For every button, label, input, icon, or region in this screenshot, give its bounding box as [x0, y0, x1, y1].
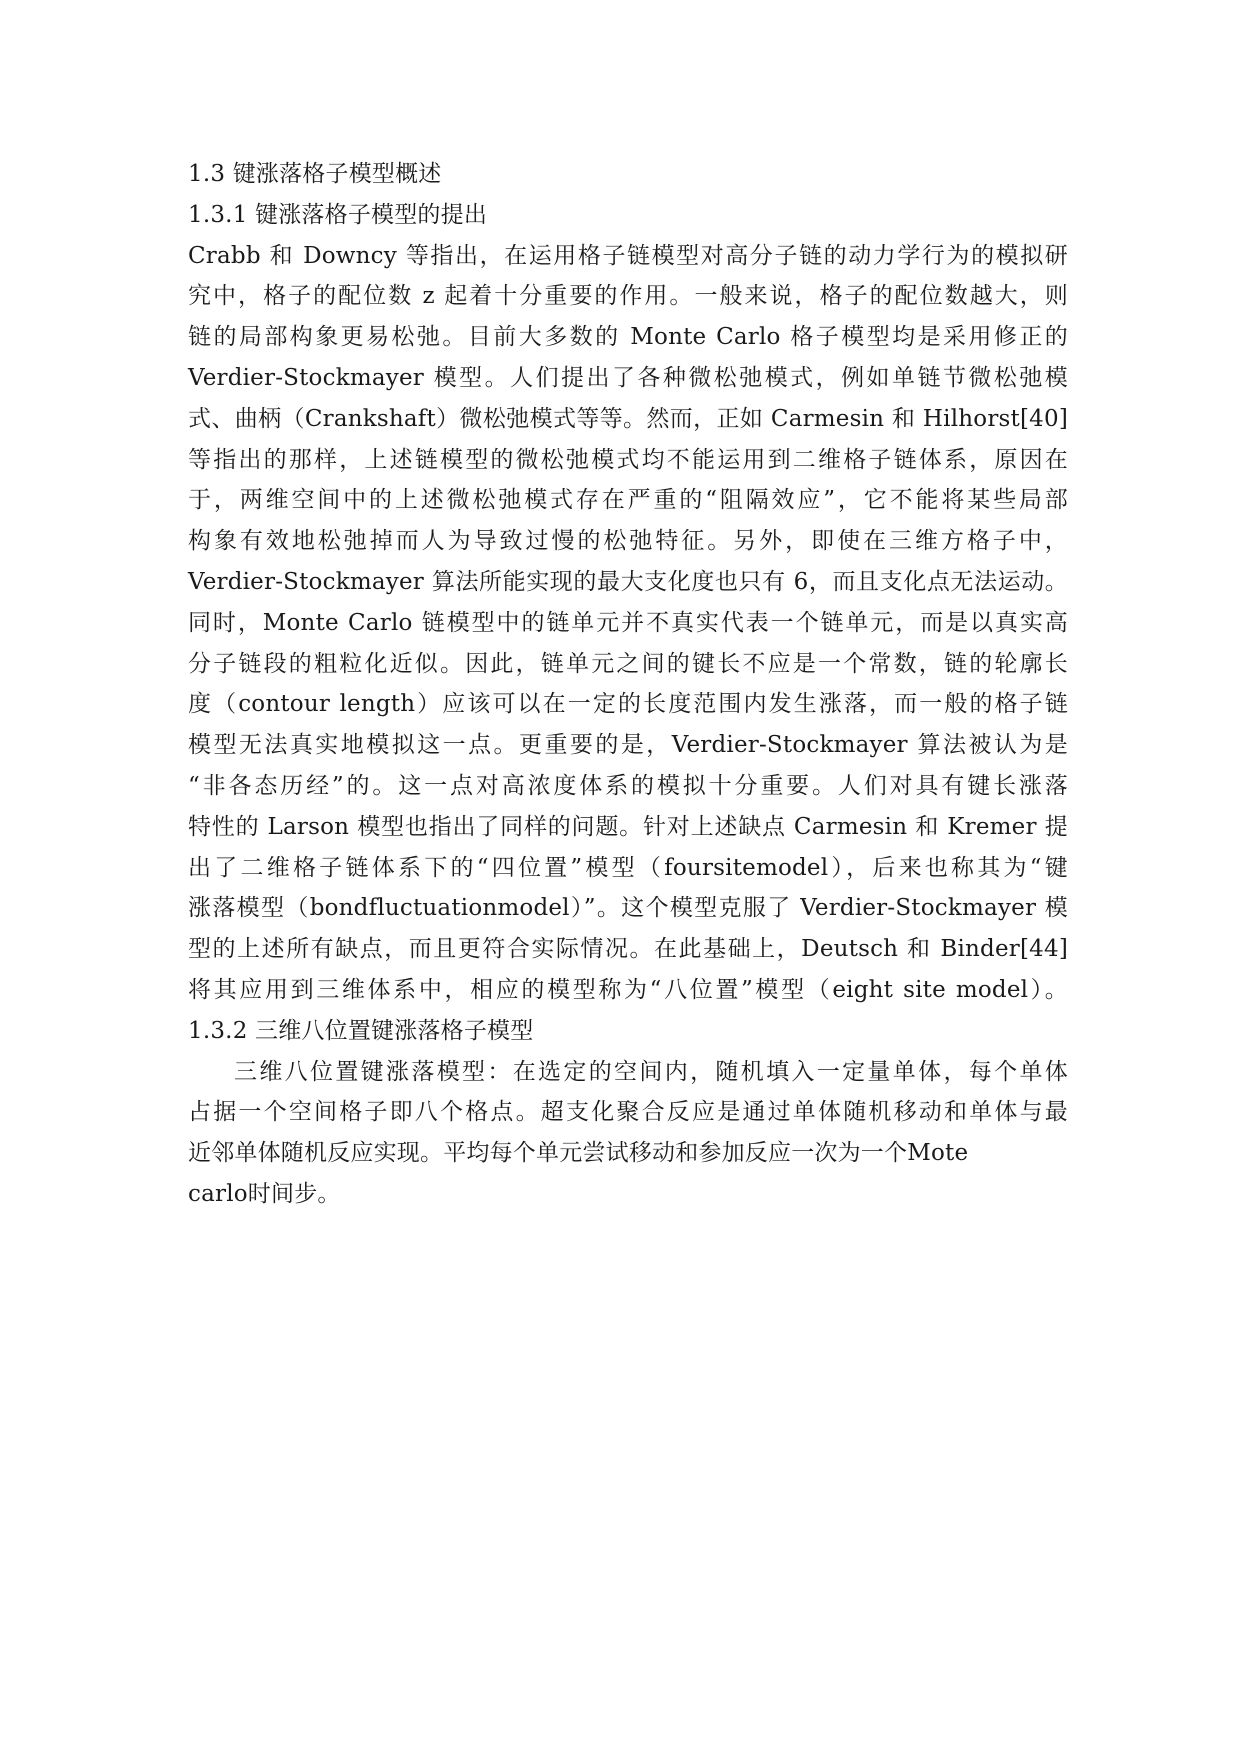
paragraph-line: Verdier-Stockmayer 模型。人们提出了各种微松弛模式，例如单链节微松弛模 [188, 364, 1068, 391]
paragraph-line: 模型无法真实地模拟这一点。更重要的是，Verdier-Stockmayer 算法被认为是 [188, 732, 1068, 759]
paragraph-line: 于，两维空间中的上述微松弛模式存在严重的“阻隔效应”，它不能将某些局部 [188, 487, 1068, 514]
paragraph-line: carlo时间步。 [188, 1180, 341, 1207]
paragraph-line: 究中，格子的配位数 z 起着十分重要的作用。一般来说，格子的配位数越大，则 [188, 283, 1068, 310]
paragraph-line: “非各态历经”的。这一点对高浓度体系的模拟十分重要。人们对具有键长涨落 [188, 772, 1068, 799]
subsection-heading-1: 1.3.1 键涨落格子模型的提出 [188, 201, 488, 228]
paragraph-line: 式、曲柄（Crankshaft）微松弛模式等等。然而，正如 Carmesin 和 Hilhorst[40] [188, 405, 1068, 432]
paragraph-line: 等指出的那样，上述链模型的微松弛模式均不能运用到二维格子链体系，原因在 [188, 446, 1068, 473]
paragraph-line: 涨落模型（bondfluctuationmodel）”。这个模型克服了 Verdier-Stockmayer 模 [188, 895, 1068, 922]
section-heading: 1.3 键涨落格子模型概述 [188, 161, 442, 187]
paragraph-line: 将其应用到三维体系中，相应的模型称为“八位置”模型（eight site model）。 [188, 976, 1068, 1003]
paragraph-line: 特性的 Larson 模型也指出了同样的问题。针对上述缺点 Carmesin 和 Kremer 提 [188, 813, 1068, 840]
paragraph-1 [188, 236, 1068, 1011]
paragraph-line: 链的局部构象更易松弛。目前大多数的 Monte Carlo 格子模型均是采用修正的 [188, 324, 1068, 351]
paragraph-line: 型的上述所有缺点，而且更符合实际情况。在此基础上，Deutsch 和 Binder[44] [188, 936, 1068, 963]
subsection-heading-2: 1.3.2 三维八位置键涨落格子模型 [188, 1017, 534, 1044]
paragraph-line: 分子链段的粗粒化近似。因此，链单元之间的键长不应是一个常数，链的轮廓长 [188, 650, 1068, 677]
paragraph-line: 近邻单体随机反应实现。平均每个单元尝试移动和参加反应一次为一个Mote [188, 1140, 969, 1167]
paragraph-line: 占据一个空间格子即八个格点。超支化聚合反应是通过单体随机移动和单体与最 [188, 1099, 1068, 1126]
paragraph-2 [188, 1052, 1068, 1215]
paragraph-line: Crabb 和 Downcy 等指出，在运用格子链模型对高分子链的动力学行为的模拟研 [188, 242, 1068, 269]
paragraph-line: 同时，Monte Carlo 链模型中的链单元并不真实代表一个链单元，而是以真实高 [188, 609, 1068, 636]
paragraph-line: 度（contour length）应该可以在一定的长度范围内发生涨落，而一般的格子链 [188, 691, 1068, 718]
paragraph-line: 三维八位置键涨落模型：在选定的空间内，随机填入一定量单体，每个单体 [234, 1058, 1068, 1085]
paragraph-line: 出了二维格子链体系下的“四位置”模型（foursitemodel），后来也称其为“键 [188, 854, 1068, 881]
paragraph-line: 构象有效地松弛掉而人为导致过慢的松弛特征。另外，即使在三维方格子中， [188, 528, 1068, 555]
paragraph-line: Verdier-Stockmayer 算法所能实现的最大支化度也只有 6，而且支化点无法运动。 [188, 568, 1068, 595]
document-page [188, 154, 1068, 1215]
